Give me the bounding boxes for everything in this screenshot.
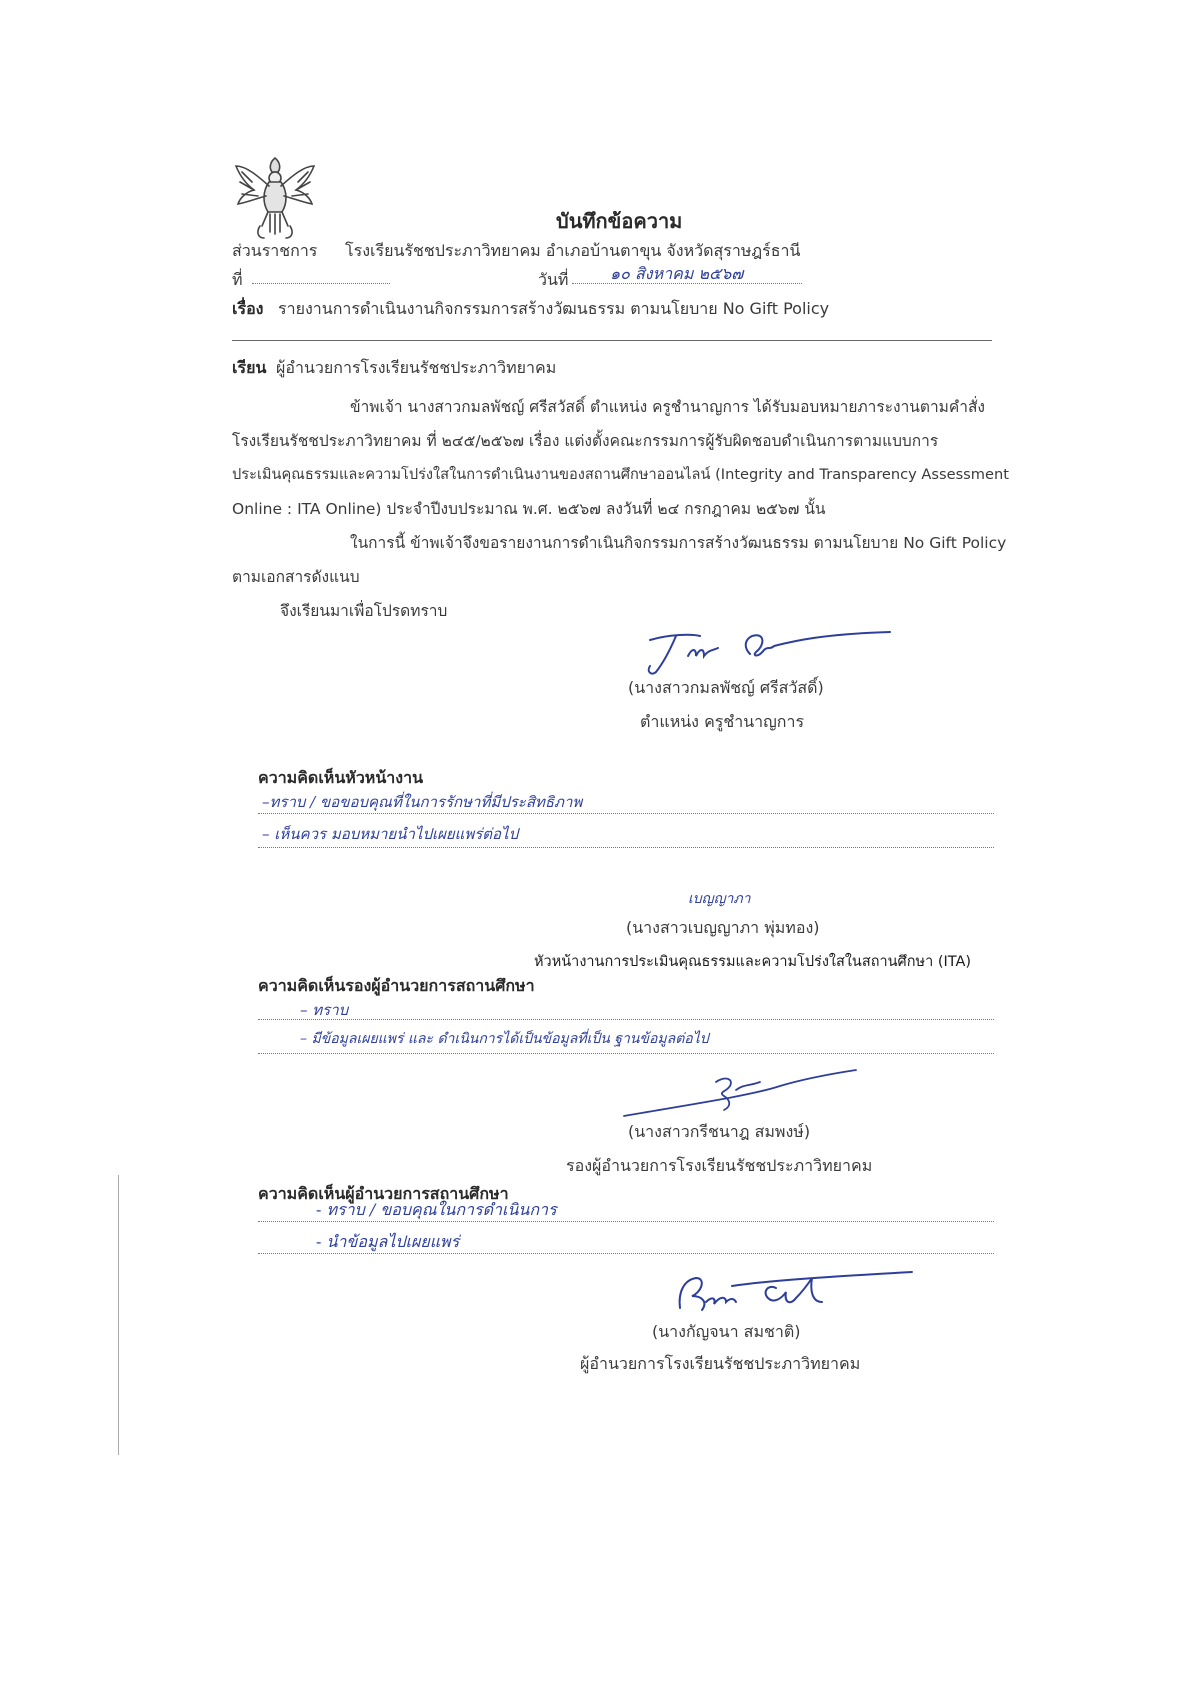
- head-name: (นางสาวเบญญาภา พุ่มทอง): [626, 918, 820, 937]
- director-comment-label: ความคิดเห็นผู้อำนวยการสถานศึกษา: [258, 1184, 509, 1203]
- deputy-comment-line2: [258, 1052, 994, 1054]
- head-signature: เบญญาภา: [688, 891, 751, 907]
- signer1-name: (นางสาวกมลพัชญ์ ศรีสวัสดิ์): [628, 678, 824, 697]
- reference-label: ที่: [232, 270, 243, 289]
- memo-title: บันทึกข้อความ: [556, 209, 683, 233]
- subject-label: เรื่อง: [232, 299, 264, 318]
- director-name: (นางกัญจนา สมชาติ): [652, 1322, 801, 1341]
- signer1-position: ตำแหน่ง ครูชำนาญการ: [640, 712, 805, 731]
- reference-dotted-line: [252, 282, 390, 284]
- to-value: ผู้อำนวยการโรงเรียนรัชชประภาวิทยาคม: [276, 358, 557, 377]
- director-comment-2: - นำข้อมูลไปเผยแพร่: [316, 1232, 460, 1251]
- garuda-emblem-icon: [232, 152, 318, 244]
- date-value: ๑๐ สิงหาคม ๒๕๖๗: [610, 264, 744, 283]
- department-label: ส่วนราชการ: [232, 241, 318, 260]
- signature-2: [620, 1062, 860, 1122]
- scan-edge-mark: [118, 1175, 119, 1455]
- head-comment-label: ความคิดเห็นหัวหน้างาน: [258, 768, 423, 787]
- deputy-name: (นางสาวกรีชนาฎ สมพงษ์): [628, 1122, 811, 1141]
- deputy-comment-1: – ทราบ: [300, 1001, 349, 1019]
- closing-text: จึงเรียนมาเพื่อโปรดทราบ: [280, 602, 448, 620]
- director-comment-1: - ทราบ / ขอบคุณในการดำเนินการ: [316, 1200, 557, 1219]
- director-position: ผู้อำนวยการโรงเรียนรัชชประภาวิทยาคม: [580, 1354, 861, 1373]
- header-divider: [232, 340, 992, 341]
- head-comment-2: – เห็นควร มอบหมายนำไปเผยแพร่ต่อไป: [262, 825, 519, 843]
- head-comment-1: –ทราบ / ขอขอบคุณที่ในการรักษาที่มีประสิทธิภาพ: [262, 793, 583, 811]
- signature-1: [640, 620, 900, 680]
- subject-value: รายงานการดำเนินงานกิจกรรมการสร้างวัฒนธรรม ตามนโยบาย No Gift Policy: [278, 299, 830, 318]
- deputy-comment-label: ความคิดเห็นรองผู้อำนวยการสถานศึกษา: [258, 976, 535, 995]
- department-value: โรงเรียนรัชชประภาวิทยาคม อำเภอบ้านตาขุน จังหวัดสุราษฎร์ธานี: [345, 241, 801, 260]
- to-label: เรียน: [232, 358, 267, 377]
- paragraph1-line2: โรงเรียนรัชชประภาวิทยาคม ที่ ๒๔๕/๒๕๖๗ เรื่อง แต่งตั้งคณะกรรมการผู้รับผิดชอบดำเนินการตามแบบการ: [232, 432, 939, 450]
- paragraph1-line1: ข้าพเจ้า นางสาวกมลพัชญ์ ศรีสวัสดิ์ ตำแหน่ง ครูชำนาญการ ได้รับมอบหมายภาระงานตามคำสั่ง: [350, 398, 985, 416]
- paragraph2-line2: ตามเอกสารดังแนบ: [232, 568, 360, 586]
- date-label: วันที่: [538, 270, 569, 289]
- paragraph1-line3: ประเมินคุณธรรมและความโปร่งใสในการดำเนินงานของสถานศึกษาออนไลน์ (Integrity and Transparency Assessment: [232, 466, 1009, 483]
- deputy-comment-line1: [258, 1018, 994, 1020]
- head-comment-line2: [258, 846, 994, 848]
- paragraph1-line4: Online : ITA Online) ประจำปีงบประมาณ พ.ศ. ๒๕๖๗ ลงวันที่ ๒๔ กรกฎาคม ๒๕๖๗ นั้น: [232, 500, 826, 518]
- paragraph2-line1: ในการนี้ ข้าพเจ้าจึงขอรายงานการดำเนินกิจกรรมการสร้างวัฒนธรรม ตามนโยบาย No Gift Policy: [350, 534, 1007, 552]
- deputy-position: รองผู้อำนวยการโรงเรียนรัชชประภาวิทยาคม: [566, 1156, 873, 1175]
- signature-3: [672, 1262, 922, 1322]
- head-position: หัวหน้างานการประเมินคุณธรรมและความโปร่งใสในสถานศึกษา (ITA): [534, 954, 972, 970]
- deputy-comment-2: – มีข้อมูลเผยแพร่ และ ดำเนินการได้เป็นข้อมูลที่เป็น ฐานข้อมูลต่อไป: [300, 1031, 709, 1047]
